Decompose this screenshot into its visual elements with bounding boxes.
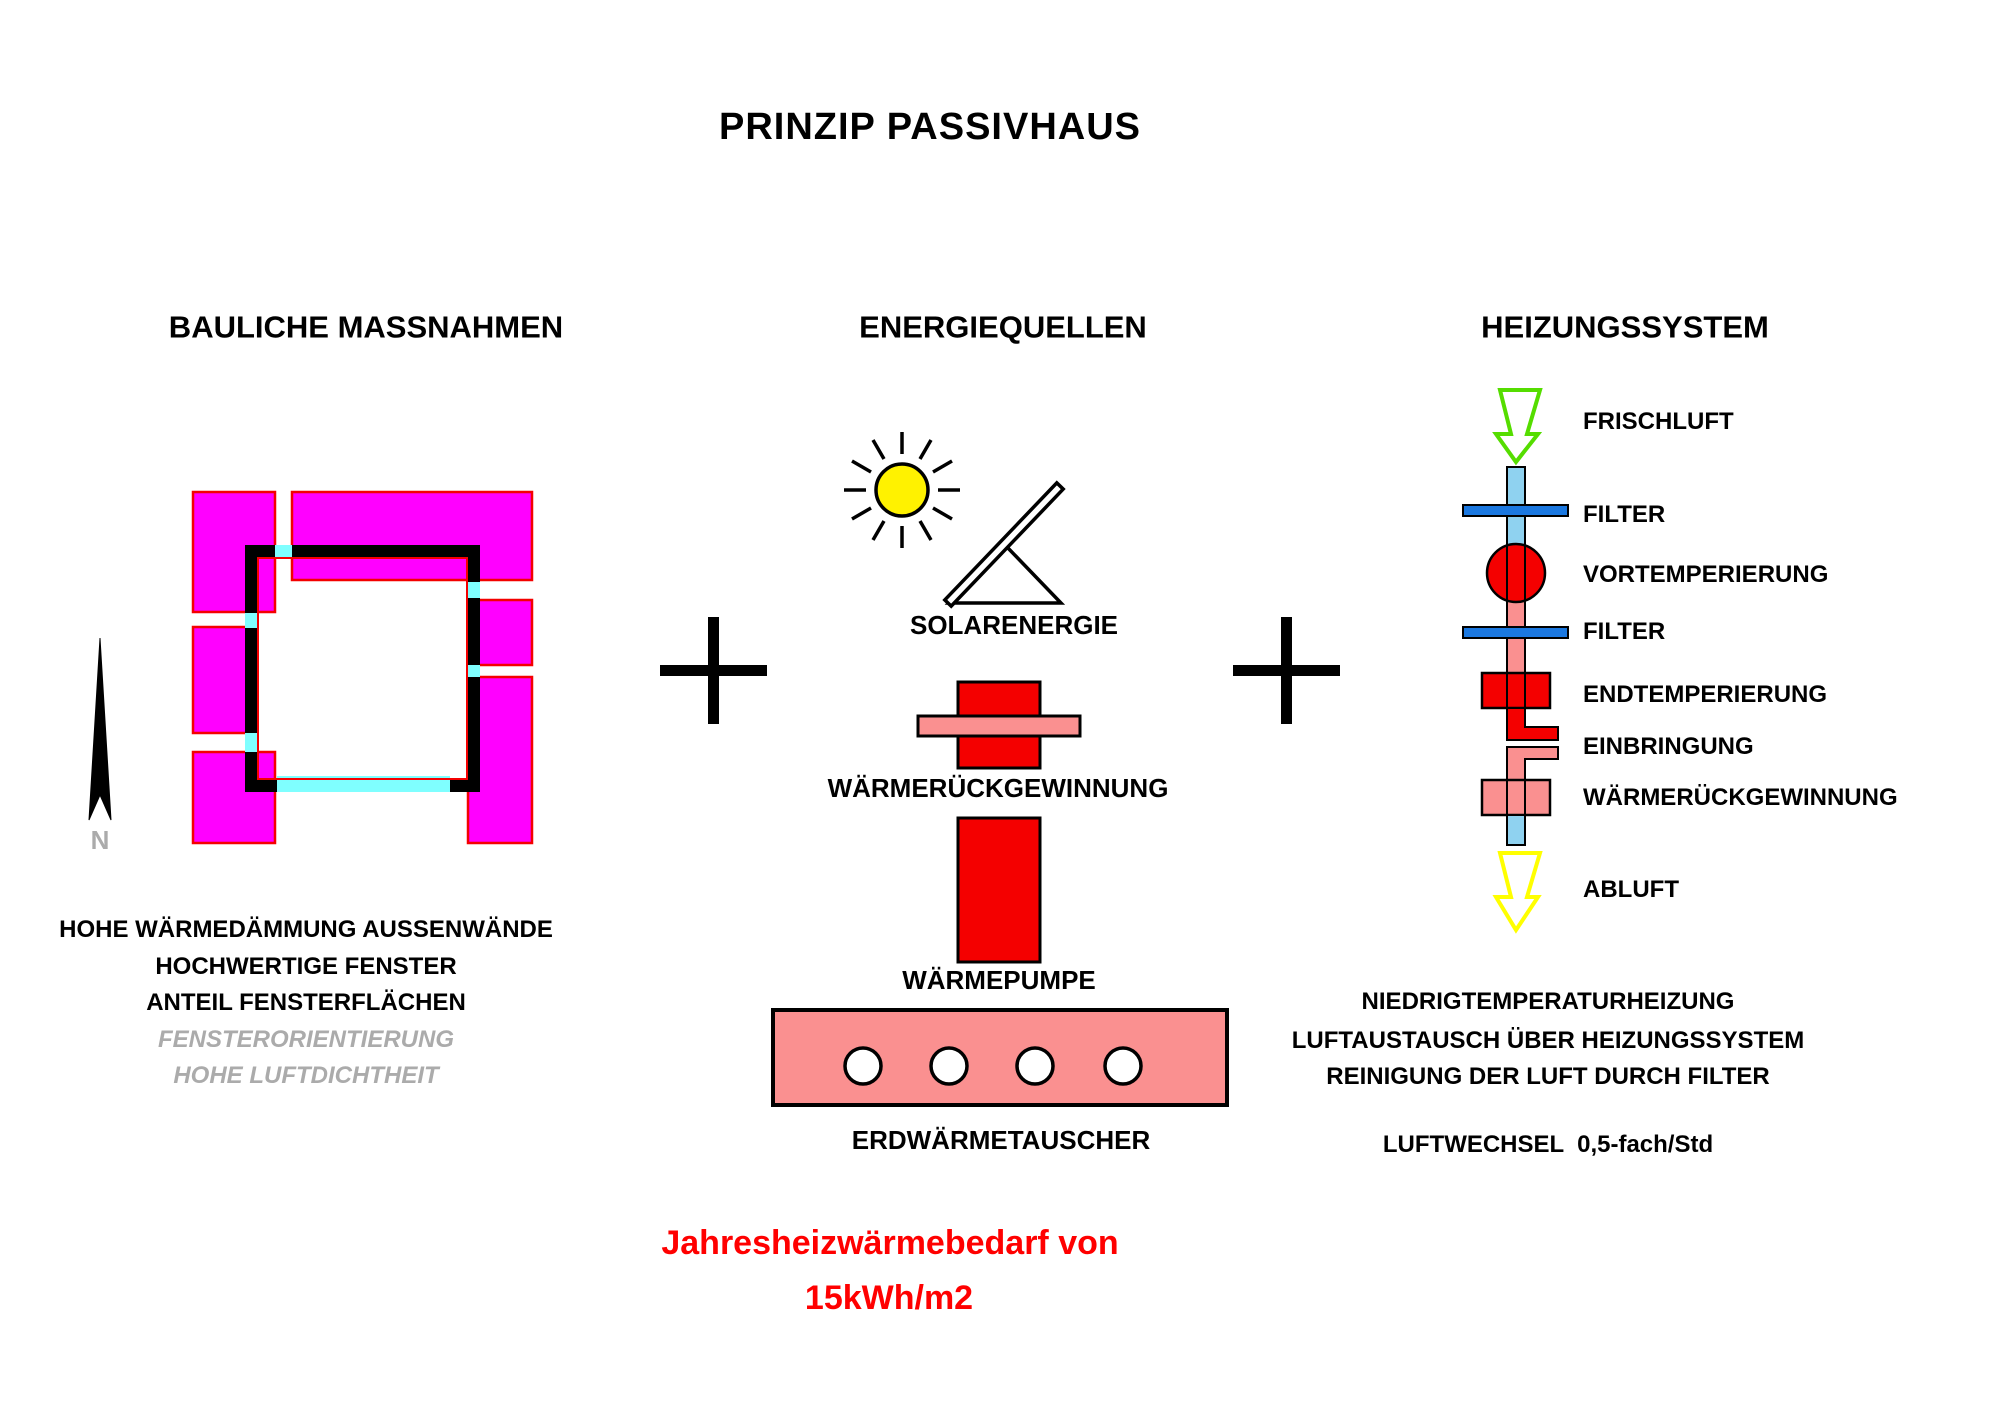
plus-icon — [1233, 617, 1340, 724]
compass-north-label: N — [90, 825, 110, 855]
right-note-air-cleaning: REINIGUNG DER LUFT DURCH FILTER — [1326, 1063, 1770, 1090]
filter-bar-2 — [1463, 627, 1568, 638]
page-title: PRINZIP PASSIVHAUS — [718, 106, 1142, 148]
right-note-air-exchange: LUFTAUSTAUSCH ÜBER HEIZUNGSSYSTEM — [1291, 1027, 1805, 1054]
label-ground-heat-exchanger: ERDWÄRMETAUSCHER — [851, 1125, 1151, 1155]
solar-collector-icon — [945, 483, 1063, 606]
label-pre-tempering: VORTEMPERIERUNG — [1583, 561, 1829, 588]
supply-pipe — [1507, 708, 1558, 740]
sun-icon — [844, 432, 960, 548]
left-note-windows: HOCHWERTIGE FENSTER — [155, 953, 457, 980]
right-note-air-change-rate: LUFTWECHSEL 0,5-fach/Std — [1382, 1131, 1714, 1158]
window-gaps — [245, 545, 480, 792]
heating-system-diagram — [1463, 390, 1568, 930]
label-filter-2: FILTER — [1583, 618, 1666, 645]
right-note-low-temp-heating: NIEDRIGTEMPERATURHEIZUNG — [1361, 988, 1735, 1015]
floor-plan — [89, 492, 532, 843]
left-note-window-orientation: FENSTERORIENTIERUNG — [157, 1026, 455, 1053]
heat-recovery-icon — [918, 682, 1080, 768]
wall-inner-outline — [258, 558, 467, 779]
label-heat-pump: WÄRMEPUMPE — [902, 965, 1096, 995]
pre-tempering-circle — [1487, 544, 1545, 602]
fresh-air-arrow-icon — [1496, 390, 1540, 462]
label-heat-recovery-right: WÄRMERÜCKGEWINNUNG — [1583, 784, 1898, 811]
middle-column-header: ENERGIEQUELLEN — [859, 309, 1147, 345]
north-arrow-icon — [89, 638, 111, 820]
annual-heat-demand-line1: Jahresheizwärmebedarf von — [661, 1224, 1119, 1262]
heat-pump-icon — [958, 818, 1040, 962]
label-final-tempering: ENDTEMPERIERUNG — [1583, 681, 1828, 708]
label-exhaust-air: ABLUFT — [1583, 876, 1679, 903]
label-introduction: EINBRINGUNG — [1583, 733, 1754, 760]
return-pipe — [1507, 747, 1558, 781]
right-column-header: HEIZUNGSSYSTEM — [1481, 309, 1769, 345]
wall-ring — [245, 545, 480, 792]
plus-icon — [660, 617, 767, 724]
annual-heat-demand-line2: 15kWh/m2 — [804, 1279, 974, 1317]
left-note-airtightness: HOHE LUFTDICHTHEIT — [173, 1062, 439, 1089]
label-solar-energy: SOLARENERGIE — [909, 610, 1119, 640]
filter-bar-1 — [1463, 505, 1568, 516]
final-tempering-rect — [1482, 673, 1550, 708]
left-note-window-area: ANTEIL FENSTERFLÄCHEN — [146, 989, 466, 1016]
label-filter-1: FILTER — [1583, 501, 1666, 528]
label-heat-recovery: WÄRMERÜCKGEWINNUNG — [827, 773, 1169, 803]
ground-heat-exchanger-icon — [773, 1010, 1227, 1105]
heat-recovery-rect — [1482, 780, 1550, 815]
left-column-header: BAULICHE MASSNAHMEN — [168, 309, 564, 345]
duct-exhaust — [1507, 815, 1525, 845]
left-note-insulation: HOHE WÄRMEDÄMMUNG AUSSENWÄNDE — [59, 916, 553, 943]
label-fresh-air: FRISCHLUFT — [1583, 408, 1734, 435]
exhaust-arrow-icon — [1496, 853, 1540, 930]
